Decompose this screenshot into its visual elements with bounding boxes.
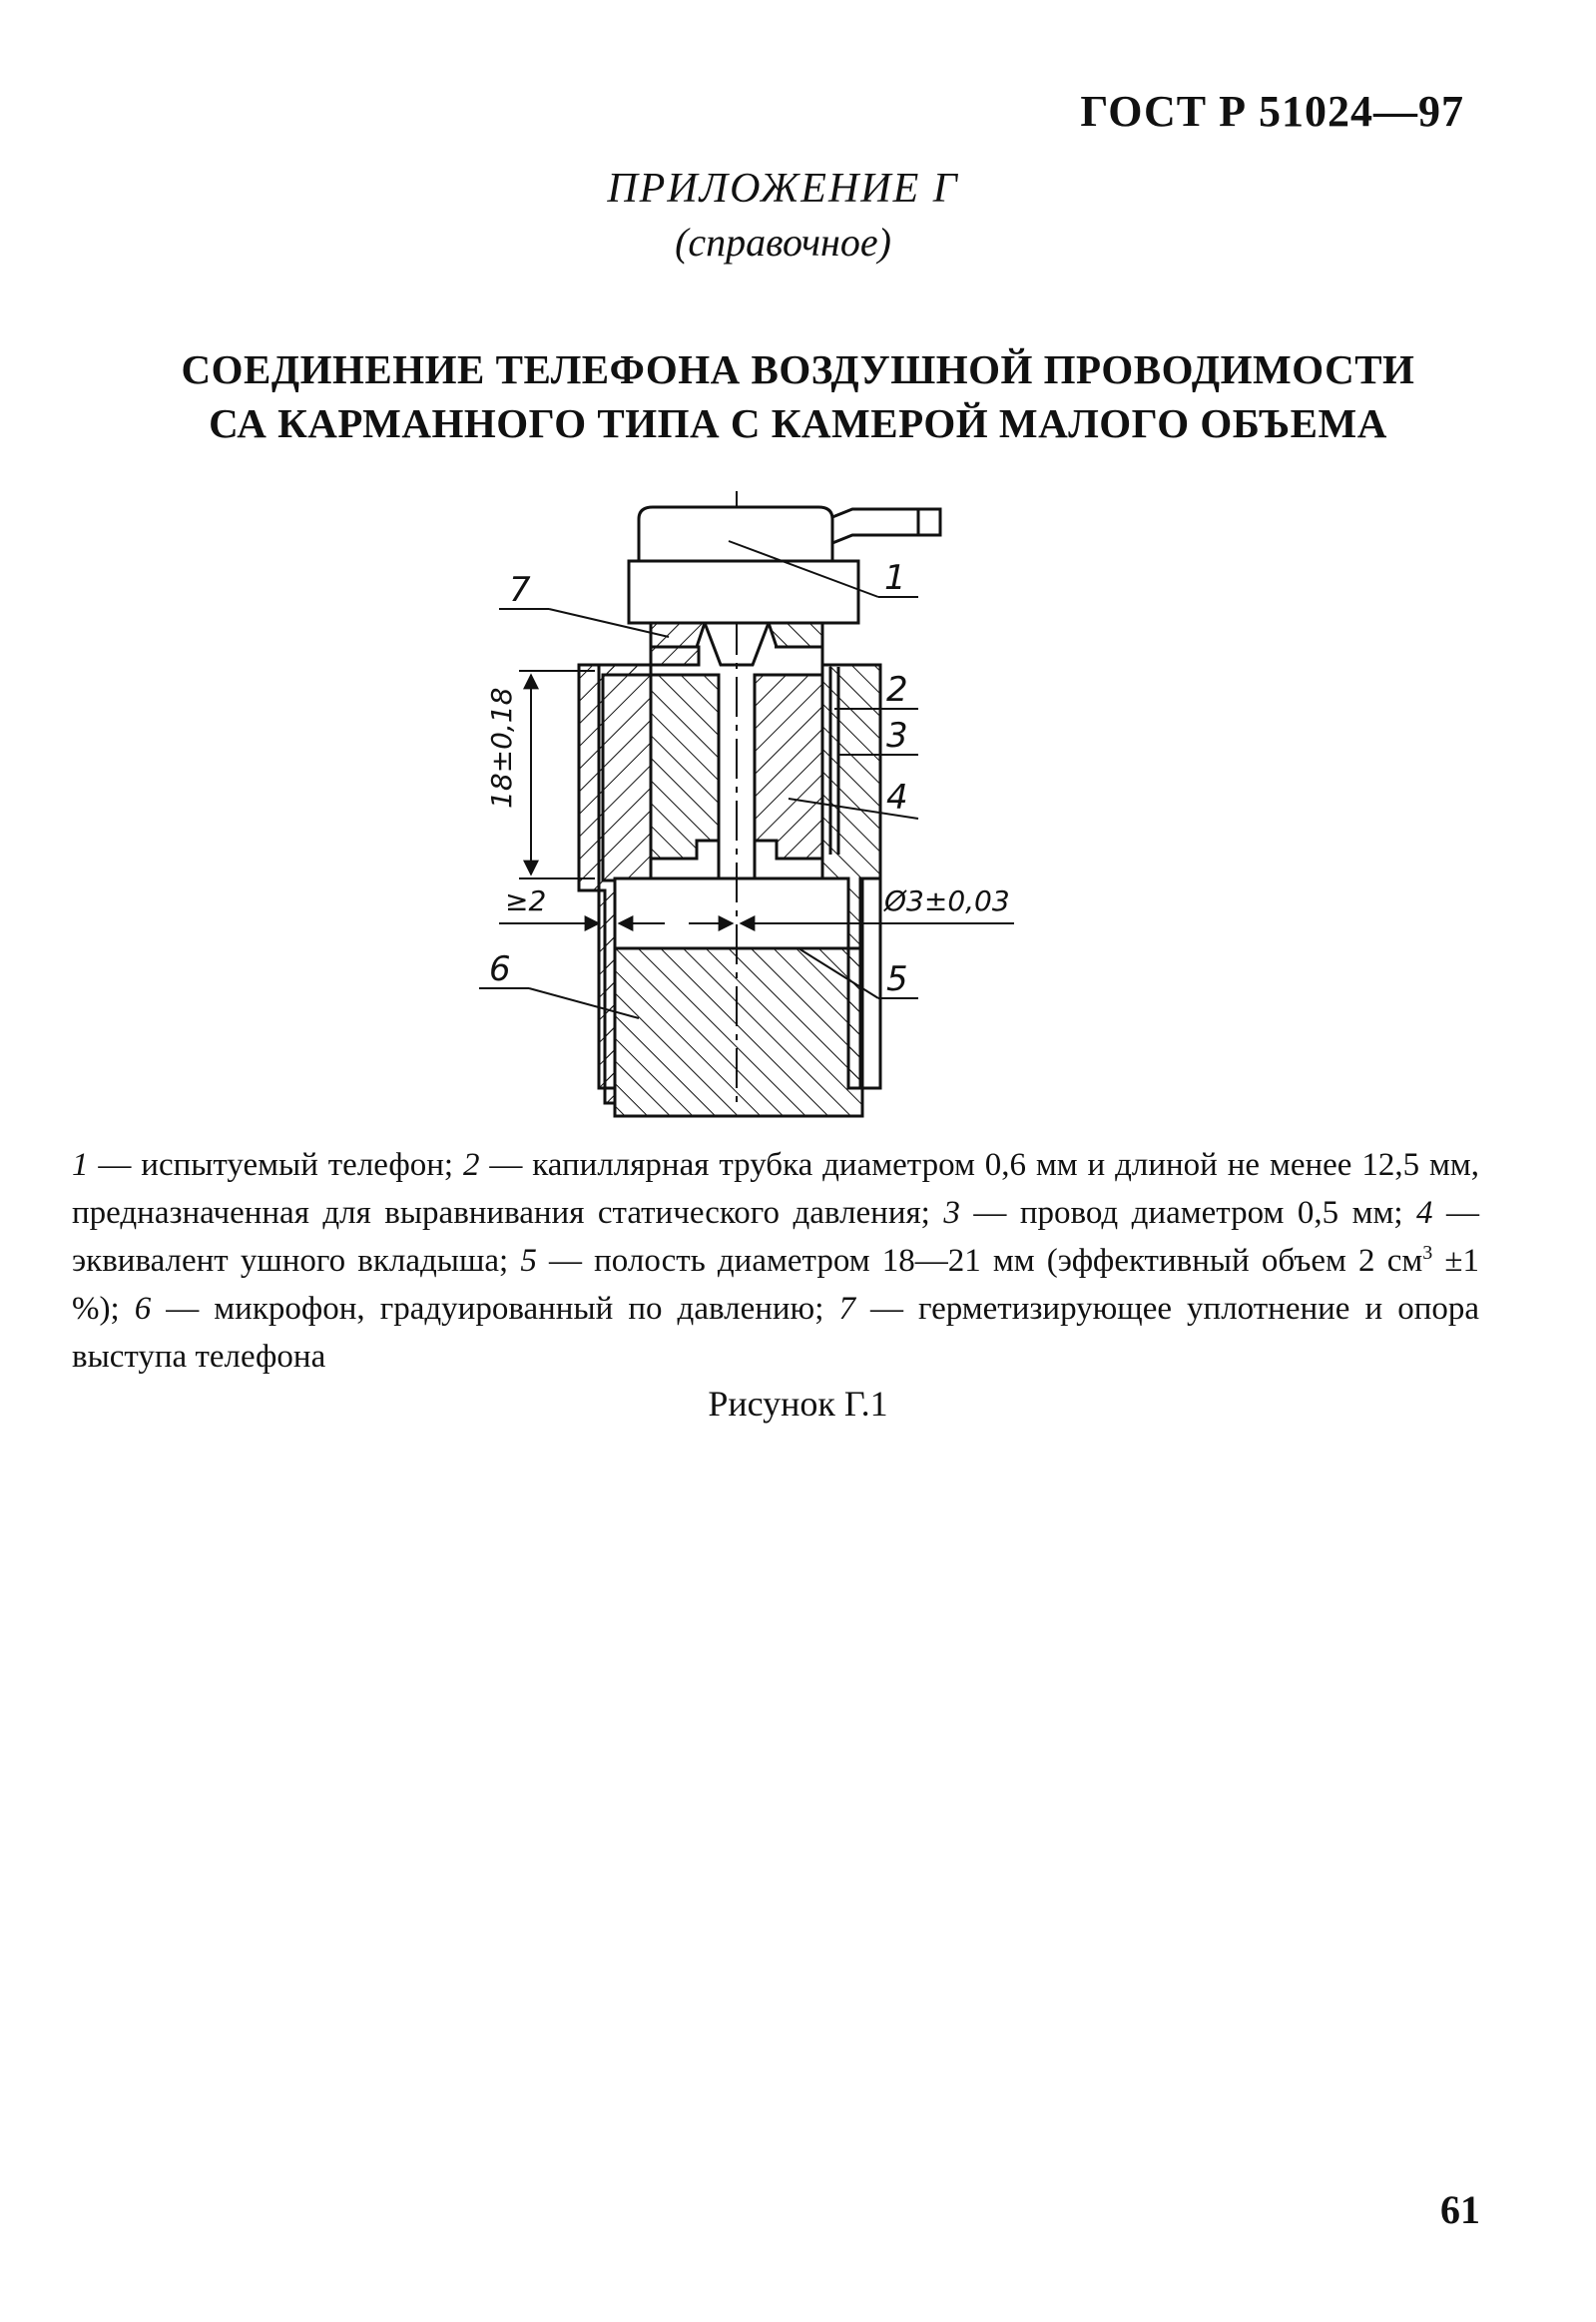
- legend-item-4: 4 — эквивалент ушного вкладыша;: [72, 1195, 1480, 1279]
- legend-item-6: 6 — микрофон, градуированный по давлению;: [134, 1291, 839, 1327]
- callout-6: 6: [489, 949, 511, 989]
- ear-insert-left: [651, 675, 719, 859]
- figure-diagram: [439, 479, 1158, 1118]
- diagram-svg: [439, 479, 1158, 1118]
- ear-insert-right: [755, 675, 822, 859]
- legend-item-2: 2 — капиллярная трубка диаметром 0,6 мм и длиной не менее 12,5 мм, предназначенная для выравнивания статического давления;: [72, 1147, 1479, 1231]
- appendix-title: ПРИЛОЖЕНИЕ Г: [607, 166, 959, 212]
- microphone: [615, 948, 862, 1116]
- appendix-note: (справочное): [675, 220, 891, 265]
- page-title: [0, 342, 1596, 450]
- page-number: 61: [1440, 2187, 1480, 2232]
- telephone-body: [629, 561, 858, 623]
- legend-item-5: 5 — полость диаметром 18—21 мм (эффективный объем 2 $см^3 \pm 1$ %);: [72, 1242, 1479, 1327]
- callout-7: 7: [509, 570, 531, 610]
- appendix-heading: [0, 165, 1596, 266]
- height-dimension: 18±0,18: [485, 687, 518, 809]
- gap-dimension: ≥2: [505, 884, 547, 917]
- telephone-cap: [639, 507, 832, 561]
- cable: [832, 509, 918, 517]
- title-line-1: СОЕДИНЕНИЕ ТЕЛЕФОНА ВОЗДУШНОЙ ПРОВОДИМОСТИ: [181, 346, 1415, 392]
- legend-item-3: 3 — провод диаметром 0,5 мм;: [943, 1195, 1417, 1231]
- callout-3: 3: [886, 716, 908, 756]
- legend-item-1: 1 — испытуемый телефон;: [72, 1147, 463, 1183]
- callout-1: 1: [884, 558, 906, 598]
- callout-5: 5: [886, 959, 908, 999]
- legend-item-7: 7 — герметизирующее уплотнение и опора выступа телефона: [72, 1291, 1480, 1375]
- figure-caption: Рисунок Г.1: [708, 1384, 888, 1424]
- callout-2: 2: [886, 670, 908, 710]
- seal-right: [769, 623, 822, 647]
- title-line-2: СА КАРМАННОГО ТИПА С КАМЕРОЙ МАЛОГО ОБЪЕМА: [209, 400, 1387, 446]
- standard-code: ГОСТ Р 51024—97: [1080, 87, 1464, 136]
- diameter-dimension: Ø3±0,03: [884, 884, 1010, 917]
- callout-4: 4: [886, 778, 908, 818]
- figure-legend: [72, 1141, 1479, 1381]
